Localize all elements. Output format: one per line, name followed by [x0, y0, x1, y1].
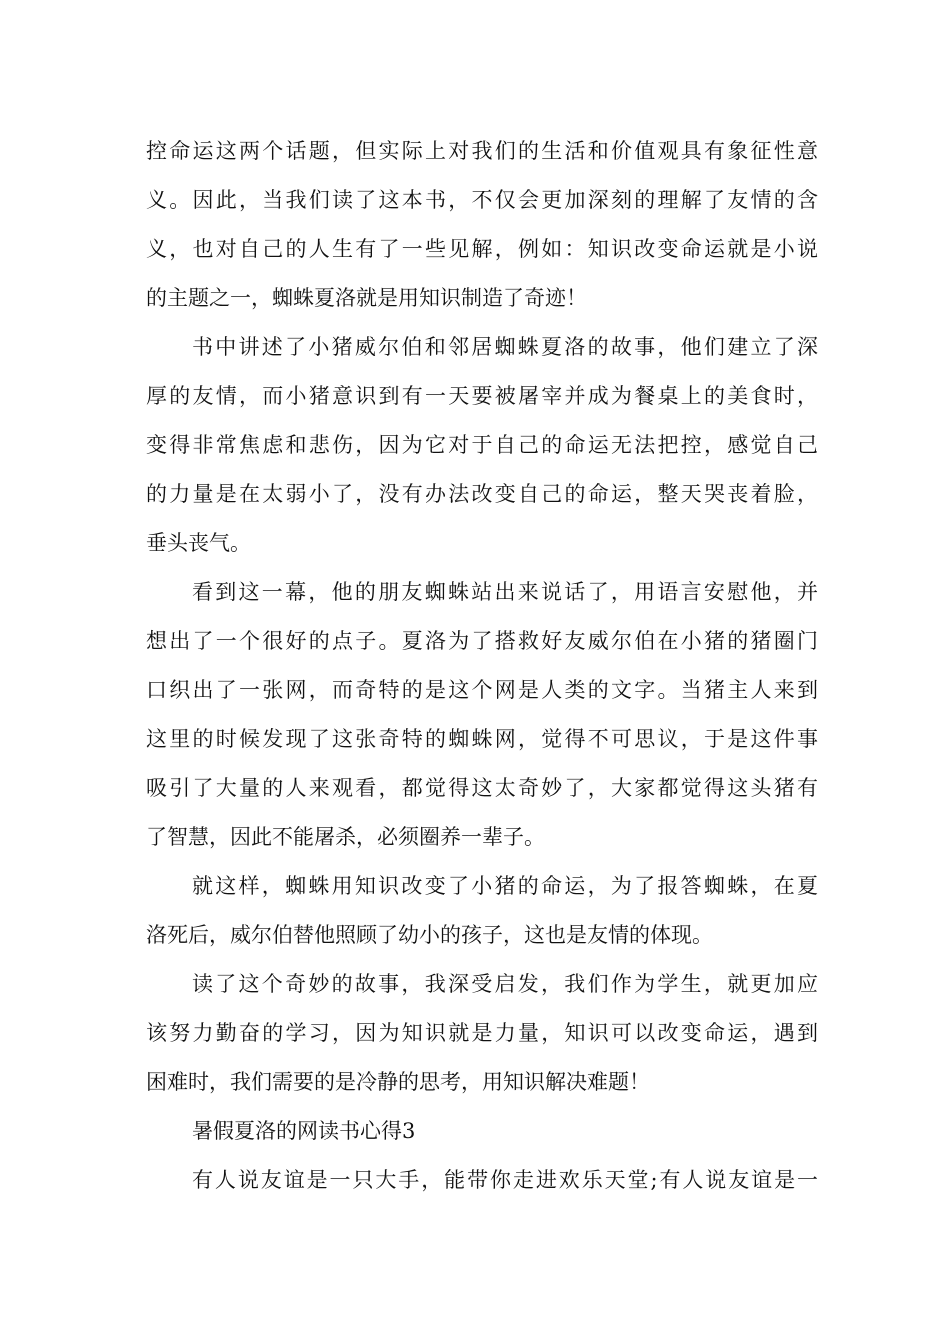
paragraph-line: 控命运这两个话题，但实际上对我们的生活和价值观具有象征性意 — [146, 139, 818, 163]
paragraph-line: 吸引了大量的人来观看，都觉得这太奇妙了，大家都觉得这头猪有 — [146, 776, 818, 800]
paragraph-line: 口织出了一张网，而奇特的是这个网是人类的文字。当猪主人来到 — [146, 678, 818, 702]
paragraph-line: 洛死后，威尔伯替他照顾了幼小的孩子，这也是友情的体现。 — [146, 923, 713, 947]
paragraph-6 — [146, 1156, 818, 1205]
paragraph-line: 义，也对自己的人生有了一些见解，例如：知识改变命运就是小说 — [146, 237, 818, 261]
paragraph-line: 困难时，我们需要的是冷静的思考，用知识解决难题！ — [146, 1070, 650, 1094]
paragraph-4 — [146, 862, 818, 960]
document-body — [146, 127, 818, 1205]
paragraph-line: 了智慧，因此不能屠杀，必须圈养一辈子。 — [146, 825, 545, 849]
paragraph-line: 这里的时候发现了这张奇特的蜘蛛网，觉得不可思议，于是这件事 — [146, 727, 818, 751]
paragraph-3 — [146, 568, 818, 862]
paragraph-line: 想出了一个很好的点子。夏洛为了搭救好友威尔伯在小猪的猪圈门 — [146, 629, 818, 653]
paragraph-line: 义。因此，当我们读了这本书，不仅会更加深刻的理解了友情的含 — [146, 188, 818, 212]
paragraph-line: 该努力勤奋的学习，因为知识就是力量，知识可以改变命运，遇到 — [146, 1021, 818, 1045]
paragraph-line: 厚的友情，而小猪意识到有一天要被屠宰并成为餐桌上的美食时， — [146, 384, 818, 408]
paragraph-line: 的主题之一，蜘蛛夏洛就是用知识制造了奇迹！ — [146, 286, 587, 310]
paragraph-2 — [146, 323, 818, 568]
section-heading: 暑假夏洛的网读书心得3 — [192, 1119, 416, 1143]
paragraph-line: 垂头丧气。 — [146, 531, 251, 555]
paragraph-line: 读了这个奇妙的故事，我深受启发，我们作为学生，就更加应 — [192, 972, 818, 996]
paragraph-line: 书中讲述了小猪威尔伯和邻居蜘蛛夏洛的故事，他们建立了深 — [192, 335, 818, 359]
paragraph-5 — [146, 960, 818, 1107]
paragraph-line: 有人说友谊是一只大手，能带你走进欢乐天堂;有人说友谊是一 — [192, 1168, 818, 1192]
paragraph-line: 变得非常焦虑和悲伤，因为它对于自己的命运无法把控，感觉自己 — [146, 433, 818, 457]
paragraph-line: 的力量是在太弱小了，没有办法改变自己的命运，整天哭丧着脸， — [146, 482, 818, 506]
paragraph-1 — [146, 127, 818, 323]
paragraph-line: 看到这一幕，他的朋友蜘蛛站出来说话了，用语言安慰他，并 — [192, 580, 818, 604]
paragraph-line: 就这样，蜘蛛用知识改变了小猪的命运，为了报答蜘蛛，在夏 — [192, 874, 818, 898]
